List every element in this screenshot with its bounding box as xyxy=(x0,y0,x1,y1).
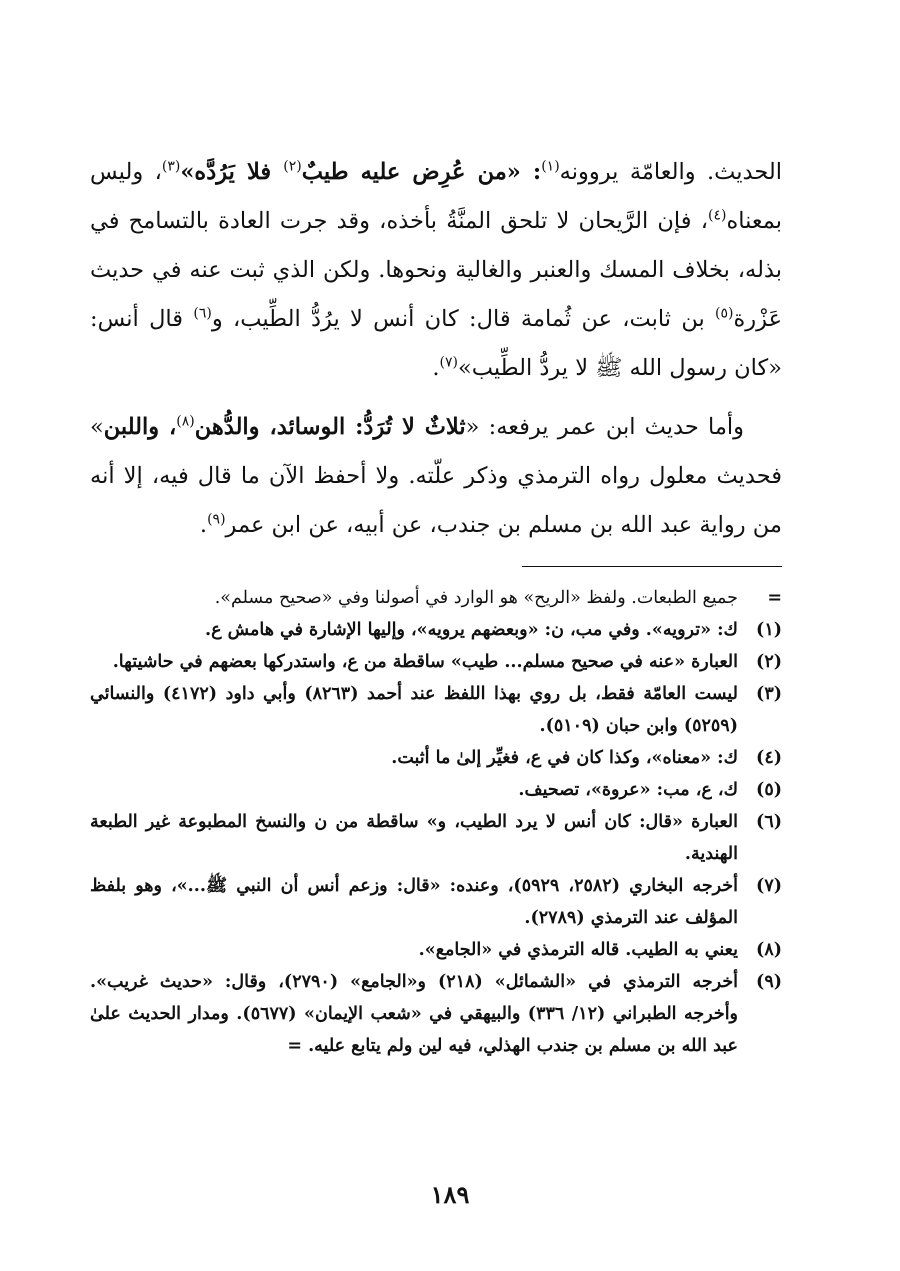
hadith-quote: فلا يَرُدَّه» xyxy=(180,159,284,185)
footnote-separator xyxy=(522,566,782,567)
footnote-text: أخرجه الترمذي في «الشمائل» (٢١٨) و«الجامع» (٢٧٩٠)، وقال: «حديث غريب». وأخرجه الطبراني (١٢/ ٣٣٦) والبيهقي في «شعب الإيمان» (٥٦٧٧). ومدار الحديث علىٰ عبد الله بن مسلم بن جندب الهذلي، فيه لين ولم يتابع عليه. = xyxy=(90,972,739,1056)
footnote-3 xyxy=(90,678,782,742)
text-run: ، وليس بمعناه xyxy=(90,159,782,234)
paragraph-2 xyxy=(90,403,782,550)
text-run: الحديث. والعامّة يروونه xyxy=(559,159,782,185)
hadith-quote: ثلاثٌ لا تُرَدُّ: الوسائد، والدُّهن xyxy=(194,414,466,440)
text-run: » فحديث معلول رواه الترمذي وذكر علّته. ولا أحفظ الآن ما قال فيه، إلا أنه من رواية عبد الله بن مسلم بن جندب، عن أبيه، عن ابن عمر xyxy=(90,414,782,538)
footnote-text: ك: «معناه»، وكذا كان في ع، فغيِّر إلىٰ ما أثبت. xyxy=(391,748,738,768)
hadith-quote: : «من عُرِض عليه طيبٌ xyxy=(301,159,542,185)
footnote-continuation xyxy=(90,582,782,614)
footnote-number: (٦) xyxy=(756,812,782,832)
footnote-text: يعني به الطيب. قاله الترمذي في «الجامع». xyxy=(418,940,738,960)
paragraph-1 xyxy=(90,148,782,393)
footnote-ref-7[interactable]: (٧) xyxy=(439,354,458,371)
footnote-ref-9[interactable]: (٩) xyxy=(207,511,226,528)
footnote-number: (٩) xyxy=(756,972,782,992)
footnote-7 xyxy=(90,870,782,934)
footnote-ref-2[interactable]: (٢) xyxy=(283,158,302,175)
footnote-ref-3[interactable]: (٣) xyxy=(161,158,181,175)
footnote-text: العبارة «عنه في صحيح مسلم... طيب» ساقطة من ع، واستدركها بعضهم في حاشيتها. xyxy=(112,652,738,672)
footnote-number: (٧) xyxy=(756,876,782,896)
footnote-text: جميع الطبعات. ولفظ «الريح» هو الوارد في أصولنا وفي «صحيح مسلم». xyxy=(214,588,738,608)
footnote-ref-6[interactable]: (٦) xyxy=(193,305,212,322)
footnote-9 xyxy=(90,966,782,1062)
footnote-number: (٤) xyxy=(756,748,782,768)
footnote-number: (٥) xyxy=(756,780,782,800)
footnote-ref-5[interactable]: (٥) xyxy=(715,305,734,322)
text-run: بن ثابت، عن ثُمامة قال: كان أنس لا يرُدُّ الطِّيب، و xyxy=(211,306,716,332)
text-run: . xyxy=(432,355,440,381)
footnote-ref-1[interactable]: (١) xyxy=(541,158,560,175)
text-run: قال أنس: «كان رسول الله ﷺ لا يردُّ الطِّيب» xyxy=(90,306,782,381)
footnote-text: أخرجه البخاري (٢٥٨٢، ٥٩٢٩)، وعنده: «قال: وزعم أنس أن النبي ﷺ...»، وهو بلفظ المؤلف عند الترمذي (٢٧٨٩). xyxy=(90,876,738,928)
footnote-1 xyxy=(90,614,782,646)
footnote-5 xyxy=(90,774,782,806)
footnote-ref-8[interactable]: (٨) xyxy=(176,413,195,430)
main-text xyxy=(90,148,782,550)
page-number: ١٨٩ xyxy=(430,1180,470,1209)
text-run: . xyxy=(199,512,208,538)
footnote-number: (٨) xyxy=(756,940,782,960)
hadith-quote: ، واللبن xyxy=(103,414,177,440)
footnotes xyxy=(90,582,782,1062)
footnote-text: ك، ع، مب: «عروة»، تصحيف. xyxy=(518,780,738,800)
footnote-number: = xyxy=(767,588,782,608)
footnote-text: ك: «ترويه». وفي مب، ن: «وبعضهم يرويه»، وإليها الإشارة في هامش ع. xyxy=(205,620,738,640)
footnote-text: العبارة «قال: كان أنس لا يرد الطيب، و» ساقطة من ن والنسخ المطبوعة غير الطبعة الهندية. xyxy=(90,812,738,864)
footnote-number: (٢) xyxy=(756,652,782,672)
footnote-number: (١) xyxy=(756,620,782,640)
footnote-number: (٣) xyxy=(756,684,782,704)
footnote-text: ليست العامّة فقط، بل روي بهذا اللفظ عند أحمد (٨٢٦٣) وأبي داود (٤١٧٢) والنسائي (٥٢٥٩) وابن حبان (٥١٠٩). xyxy=(90,684,738,736)
text-run: وأما حديث ابن عمر يرفعه: « xyxy=(465,414,745,440)
footnote-8 xyxy=(90,934,782,966)
text-run: ، فإن الرَّيحان لا تلحق المنَّةُ بأخذه، وقد جرت العادة بالتسامح في بذله، بخلاف المسك والعنبر والغالية ونحوها. ولكن الذي ثبت عنه في حديث عَزْرة xyxy=(90,208,782,332)
footnote-ref-4[interactable]: (٤) xyxy=(707,207,727,224)
footnote-4 xyxy=(90,742,782,774)
footnote-6 xyxy=(90,806,782,870)
footnote-2 xyxy=(90,646,782,678)
